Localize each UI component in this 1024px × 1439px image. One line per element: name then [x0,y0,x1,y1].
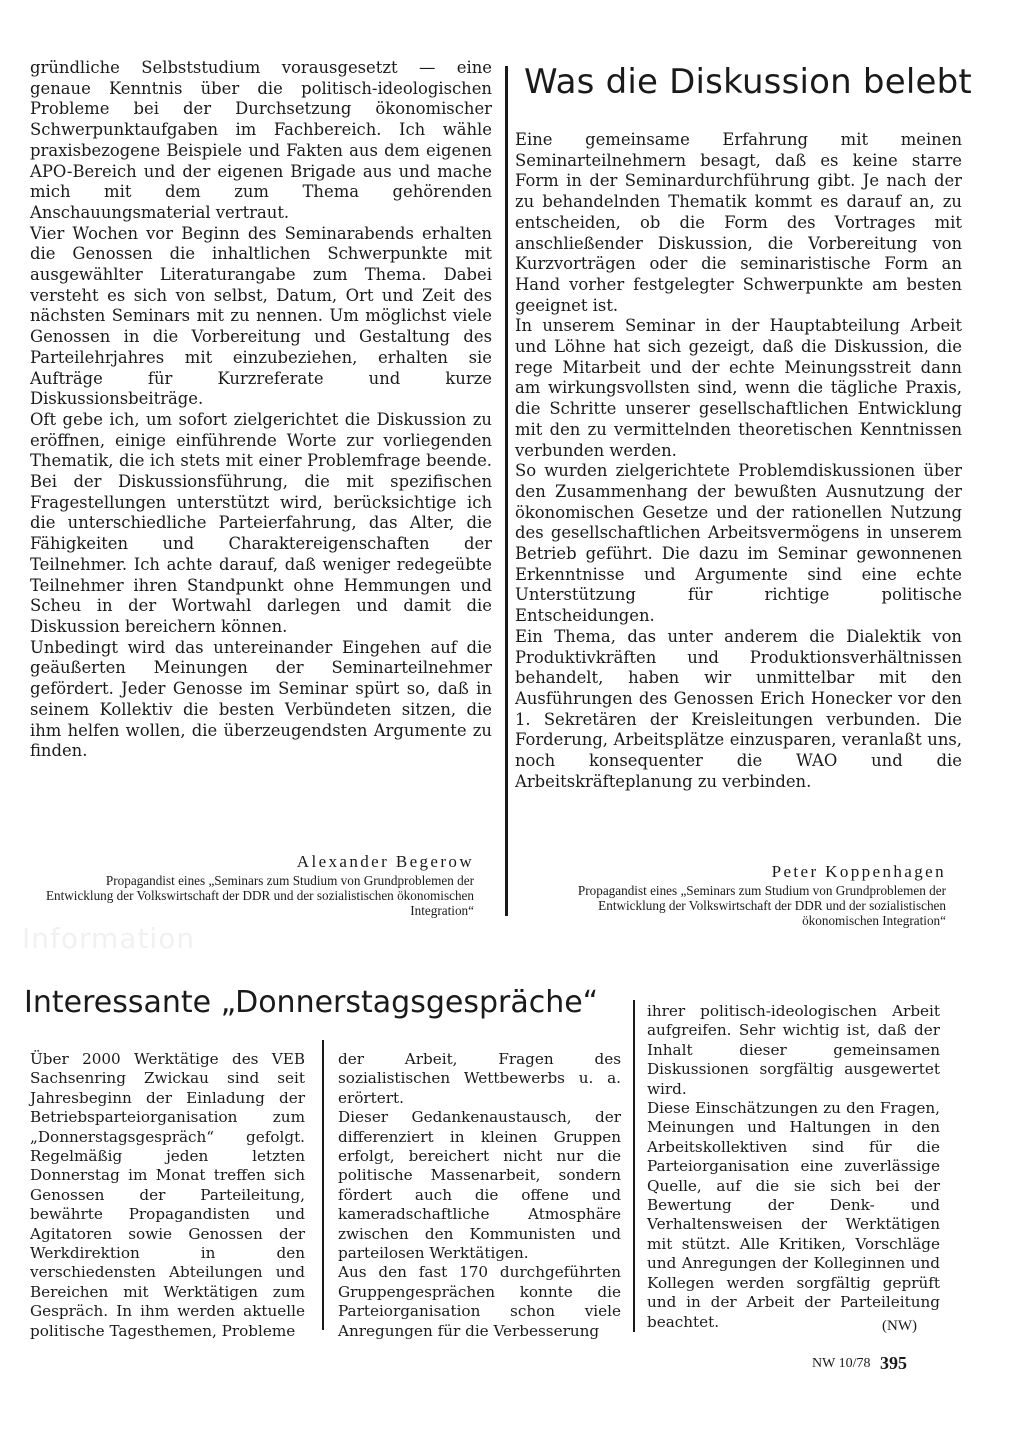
article-bottom-column-1 [30,1050,305,1341]
article-bottom-paragraph: Über 2000 Werktätige des VEB Sachsenring Zwickau sind seit Jahresbeginn der Einladung der Betriebsparteiorganisation zum „Donnerstagsgespräch“ gefolgt. Regelmäßig jeden letzten Donnerstag im Monat treffen sich Genossen der Parteileitung, bewährte Propagandisten und Agitatoren sowie Genossen der Werkdirektion in den verschiedensten Abteilungen und Bereichen mit Werktätigen zum Gespräch. In ihm werden aktuelle politische Tagesthemen, Probleme [30,1050,305,1340]
section-label: Information [22,922,196,955]
article-left-paragraph: Unbedingt wird das untereinander Eingehen auf die geäußerten Meinungen der Seminarteilnehmer gefördert. Jeder Genosse im Seminar spürt so, daß in seinem Kollektiv die besten Verbündeten sitzen, die ihm helfen wollen, die überzeugendsten Argumente zu finden. [30,637,492,761]
article-bottom-paragraph: ihrer politisch-ideologischen Arbeit aufgreifen. Sehr wichtig ist, daß der Inhalt dieser gemeinsamen Diskussionen sorgfältig ausgewertet wird. [647,1002,940,1098]
article-bottom-signature: (NW) [882,1318,917,1334]
author-name: Alexander Begerow [296,852,474,871]
article-right-body [515,130,962,793]
article-right-paragraph: So wurden zielgerichtete Problemdiskussionen über den Zusammenhang der bewußten Ausnutzung der ökonomischen Gesetze und der rationellen Nutzung des gesellschaftlichen Arbeitsvermögens in unserem Betrieb geführt. Die dazu im Seminar gewonnenen Erkenntnisse und Argumente sind eine echte Unterstützung für richtige politische Entscheidungen. [515,461,962,626]
article-bottom-paragraph: Aus den fast 170 durchgeführten Gruppengesprächen konnte die Parteiorganisation schon viele Anregungen für die Verbesserung [338,1263,621,1340]
article-right-paragraph: Eine gemeinsame Erfahrung mit meinen Seminarteilnehmern besagt, daß es keine starre Form in der Seminardurchführung gibt. Je nach der zu behandelnden Thematik kommt es darauf an, zu entscheiden, ob die Form des Vortrages mit anschließender Diskussion, die Vorbereitung von Kurzvorträgen oder die seminaristische Form an Hand vorher festgelegter Schwerpunkte am besten geeignet ist. [515,130,962,315]
issue-label: NW 10/78 [812,1356,871,1371]
article-left-paragraph: Oft gebe ich, um sofort zielgerichtet die Diskussion zu eröffnen, einige einführende Worte zur vorliegenden Thematik, die ich stets mit einer Problemfrage beende. Bei der Diskussionsführung, die mit spezifischen Fragestellungen unterstützt wird, berücksichtige ich die unterschiedliche Parteierfahrung, das Alter, die Fähigkeiten und Charaktereigenschaften der Teilnehmer. Ich achte darauf, daß weniger redegeübte Teilnehmer ihren Standpunkt ohne Hemmungen und Scheu in der Wortwahl darlegen und damit die Diskussion bereichern können. [30,409,492,636]
column-divider [322,1040,324,1330]
author-role: Propagandist eines „Seminars zum Studium von Grundproblemen der Entwicklung der Volkswirtschaft der DDR und der sozialistischen ökonomischen Integration“ [45,873,474,918]
article-bottom-paragraph: der Arbeit, Fragen des sozialistischen Wettbewerbs u. a. erörtert. [338,1050,621,1107]
article-right-headline: Was die Diskussion belebt [524,62,972,102]
article-right-paragraph: In unserem Seminar in der Hauptabteilung Arbeit und Löhne hat sich gezeigt, daß die Diskussion, die rege Mitarbeit und der echte Meinungsstreit dann am wirkungsvollsten sind, wenn die tägliche Praxis, die Schritte unserer gesellschaftlichen Entwicklung mit den zu vermittelnden theoretischen Kenntnissen verbunden werden. [515,316,962,460]
article-left-body [30,58,492,762]
column-divider [633,1000,635,1332]
article-bottom-column-2 [338,1050,621,1341]
article-bottom-paragraph: Dieser Gedankenaustausch, der differenziert in kleinen Gruppen erfolgt, bereichert nicht nur die politische Massenarbeit, sondern fördert auch die offene und kameradschaftliche Atmosphäre zwischen den Kommunisten und parteilosen Werktätigen. [338,1108,621,1263]
article-left-paragraph: Vier Wochen vor Beginn des Seminarabends erhalten die Genossen die inhaltlichen Schwerpunkte mit ausgewählter Literaturangabe zum Thema. Dabei versteht es sich von selbst, Datum, Ort und Zeit des nächsten Seminars mit zu nennen. Um möglichst viele Genossen in die Vorbereitung und Gestaltung des Parteilehrjahres mit einzubeziehen, erhalten sie Aufträge für Kurzreferate und kurze Diskussionsbeiträge. [30,223,492,409]
article-right-paragraph: Ein Thema, das unter anderem die Dialektik von Produktivkräften und Produktionsverhältnissen behandelt, haben wir unmittelbar mit den Ausführungen des Genossen Erich Honecker vor den 1. Sekretären der Kreisleitungen verbunden. Die Forderung, Arbeitsplätze einzusparen, veranlaßt uns, noch konsequenter die WAO und die Arbeitskräfteplanung zu verbinden. [515,626,962,791]
article-bottom-paragraph: Diese Einschätzungen zu den Fragen, Meinungen und Haltungen in den Arbeitskollektiven sind für die Parteiorganisation eine zuverlässige Quelle, auf die sie sich bei der Bewertung der Denk- und Verhaltensweisen der Werktätigen mit stützt. Alle Kritiken, Vorschläge und Anregungen der Kolleginnen und Kollegen werden sorgfältig geprüft und in der Arbeit der Parteileitung beachtet. [647,1099,940,1331]
article-bottom-column-3 [647,1002,940,1332]
article-right-signature [520,862,946,928]
page-number: 395 [880,1353,907,1373]
column-divider [505,66,508,916]
article-left-paragraph: gründliche Selbststudium vorausgesetzt — eine genaue Kenntnis über die politisch-ideologischen Probleme bei der Durchsetzung ökonomischer Schwerpunktaufgaben im Fachbereich. Ich wähle praxisbezogene Beispiele und Fakten aus dem eigenen APO-Bereich und der eigenen Brigade aus und mache mich mit dem zum Thema gehörenden Anschauungsmaterial vertraut. [30,58,492,222]
article-left-signature [42,852,474,918]
author-role: Propagandist eines „Seminars zum Studium von Grundproblemen der Entwicklung der Volkswirtschaft der DDR und der sozialistischen ökonomischen Integration“ [577,883,946,928]
author-name: Peter Koppenhagen [771,862,946,881]
article-bottom-headline: Interessante „Donnerstagsgespräche“ [24,985,599,1020]
